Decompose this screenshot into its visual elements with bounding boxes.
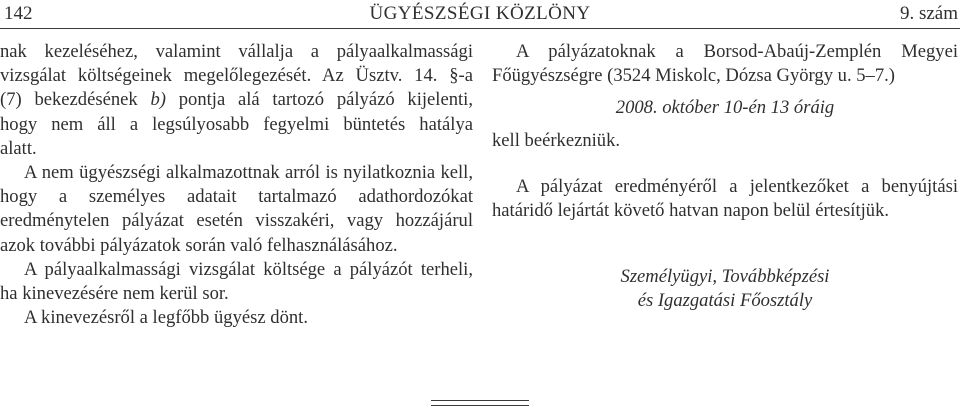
right-paragraph-1: A pályázatoknak a Borsod-Abaúj-Zemplén Megyei Főügyészségre (3524 Miskolc, Dózsa György u. 5–7.) <box>492 41 958 87</box>
left-p1-line3 <box>0 88 473 112</box>
right-paragraph-3: A pályázat eredményéről a jelentkezőket a benyújtási határidő lejártát követő hatvan napon belül értesítjük. <box>492 175 958 222</box>
left-p1-line1: nak kezeléséhez, valamint vállalja a pályaalkalmassági <box>0 41 473 62</box>
page-header <box>0 0 960 30</box>
left-p1-line3-italic: b) <box>150 89 166 111</box>
left-paragraph-2: A nem ügyészségi alkalmazottnak arról is nyilatkoznia kell, hogy a személyes adatait tartalmazó adathordozókat eredménytelen pályázat esetén visszakéri, vagy hozzájárul azok további pályázatok során való felhasználásához. <box>0 162 473 256</box>
page-number: 142 <box>4 3 33 24</box>
journal-title: ÜGYÉSZSÉGI KÖZLÖNY <box>369 3 591 24</box>
issue-number: 9. szám <box>899 3 958 24</box>
left-p1-line3-post: pontja alá tartozó pályázó kijelenti, <box>165 89 473 111</box>
closing-double-rule <box>431 400 529 406</box>
right-column <box>492 40 958 314</box>
deadline-line: 2008. október 10-én 13 óráig <box>615 97 835 119</box>
signature-line-1: Személyügyi, Továbbképzési <box>620 266 830 288</box>
left-column <box>0 40 473 330</box>
left-p1-line5: alatt. <box>0 137 37 159</box>
left-p1-line3-pre: (7) bekezdésének <box>0 89 151 111</box>
left-paragraph-3: A pályaalkalmassági vizsgálat költsége a pályázót terheli, ha kinevezésére nem kerül sor. <box>0 258 473 305</box>
left-paragraph-4: A kinevezésről a legfőbb ügyész dönt. <box>24 307 308 329</box>
left-p1-line4: hogy nem áll a legsúlyosabb fegyelmi büntetés hatálya <box>0 113 473 135</box>
left-p1-line2: vizsgálat költségeinek megelőlegezését. Az Üsztv. 14. §-a <box>0 65 473 87</box>
right-paragraph-2: kell beérkezniük. <box>492 129 621 151</box>
signature-line-2: és Igazgatási Főosztály <box>637 290 813 312</box>
header-rule <box>0 28 960 29</box>
